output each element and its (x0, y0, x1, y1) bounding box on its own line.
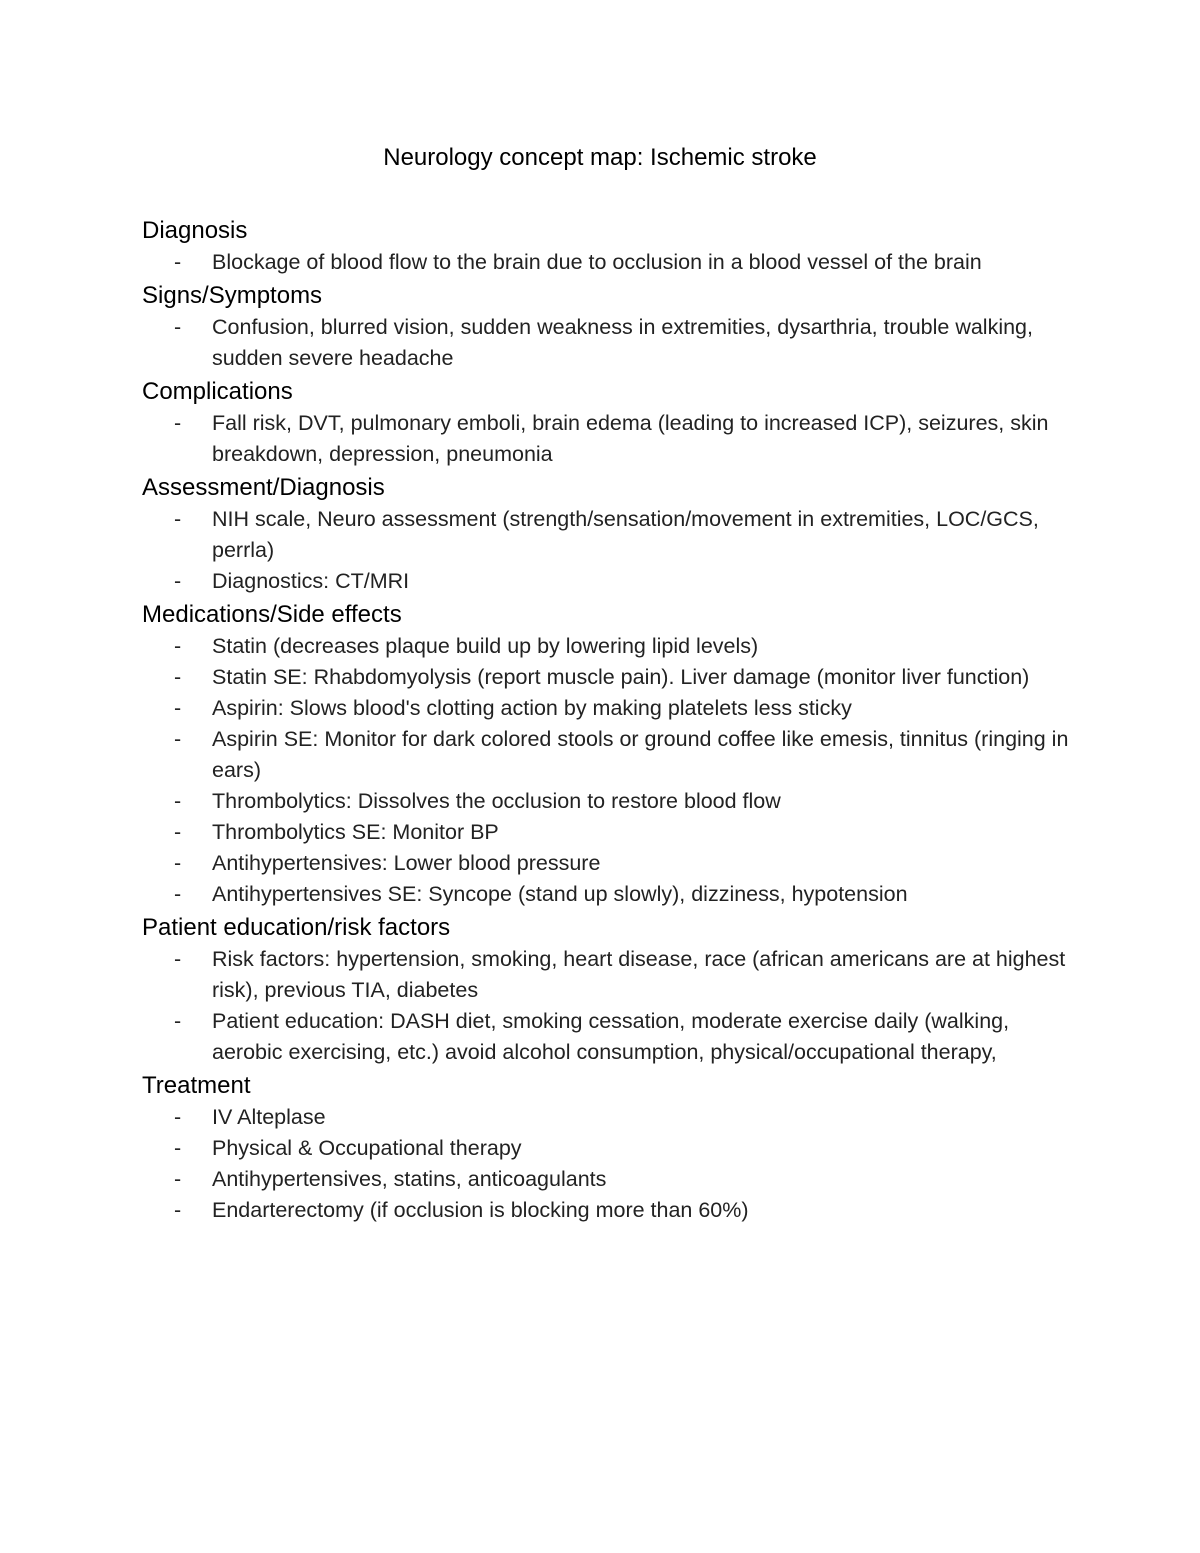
section-heading: Signs/Symptoms (142, 282, 323, 309)
bullet-dash: - (174, 665, 182, 689)
list-item-text: Physical & Occupational therapy (212, 1136, 522, 1160)
bullet-dash: - (174, 789, 182, 813)
document-body (142, 215, 1072, 1228)
bullet-dash: - (174, 634, 182, 658)
list-item-text: Thrombolytics: Dissolves the occlusion to restore blood flow (212, 789, 781, 813)
list-item (142, 1133, 1072, 1164)
bullet-dash: - (174, 727, 182, 751)
bullet-dash: - (174, 507, 182, 531)
list-item-text: NIH scale, Neuro assessment (strength/sensation/movement in extremities, LOC/GCS, perrla) (212, 507, 1039, 562)
list-item-text: Diagnostics: CT/MRI (212, 569, 410, 593)
list-item-text: Statin SE: Rhabdomyolysis (report muscle pain). Liver damage (monitor liver function) (212, 665, 1030, 689)
section-list (142, 944, 1072, 1068)
list-item (142, 408, 1072, 470)
list-item-text: Antihypertensives SE: Syncope (stand up slowly), dizziness, hypotension (212, 882, 908, 906)
list-item-text: Antihypertensives, statins, anticoagulants (212, 1167, 607, 1191)
list-item (142, 247, 1072, 278)
bullet-dash: - (174, 851, 182, 875)
list-item-text: Antihypertensives: Lower blood pressure (212, 851, 601, 875)
list-item (142, 566, 1072, 597)
list-item (142, 944, 1072, 1006)
bullet-dash: - (174, 411, 182, 435)
list-item-text: Confusion, blurred vision, sudden weakness in extremities, dysarthria, trouble walking, sudden severe headache (212, 315, 1033, 370)
list-item (142, 786, 1072, 817)
document-title: Neurology concept map: Ischemic stroke (383, 144, 817, 171)
list-item-text: Risk factors: hypertension, smoking, heart disease, race (african americans are at highest risk), previous TIA, diabetes (212, 947, 1066, 1002)
bullet-dash: - (174, 1105, 182, 1129)
bullet-dash: - (174, 250, 182, 274)
list-item (142, 312, 1072, 374)
list-item (142, 1006, 1072, 1068)
section-list (142, 1102, 1072, 1226)
list-item (142, 504, 1072, 566)
list-item-text: Patient education: DASH diet, smoking cessation, moderate exercise daily (walking, aerobic exercising, etc.) avoid alcohol consumption, physical/occupational therapy, (212, 1009, 1010, 1064)
bullet-dash: - (174, 315, 182, 339)
list-item (142, 693, 1072, 724)
section-heading: Medications/Side effects (142, 601, 402, 628)
section-list (142, 247, 1072, 278)
section-list (142, 312, 1072, 374)
list-item (142, 1164, 1072, 1195)
list-item-text: Aspirin: Slows blood's clotting action by making platelets less sticky (212, 696, 852, 720)
list-item (142, 631, 1072, 662)
list-item-text: IV Alteplase (212, 1105, 326, 1129)
list-item (142, 848, 1072, 879)
list-item-text: Aspirin SE: Monitor for dark colored stools or ground coffee like emesis, tinnitus (ringing in ears) (212, 727, 1069, 782)
list-item-text: Fall risk, DVT, pulmonary emboli, brain edema (leading to increased ICP), seizures, skin breakdown, depression, pneumonia (212, 411, 1049, 466)
bullet-dash: - (174, 569, 182, 593)
list-item (142, 1195, 1072, 1226)
bullet-dash: - (174, 947, 182, 971)
section-list (142, 631, 1072, 910)
section-heading: Diagnosis (142, 217, 248, 244)
bullet-dash: - (174, 1136, 182, 1160)
list-item-text: Thrombolytics SE: Monitor BP (212, 820, 499, 844)
bullet-dash: - (174, 696, 182, 720)
list-item-text: Statin (decreases plaque build up by lowering lipid levels) (212, 634, 759, 658)
bullet-dash: - (174, 1167, 182, 1191)
list-item-text: Endarterectomy (if occlusion is blocking more than 60%) (212, 1198, 749, 1222)
list-item (142, 724, 1072, 786)
list-item (142, 879, 1072, 910)
section-heading: Assessment/Diagnosis (142, 474, 385, 501)
section-heading: Treatment (142, 1072, 251, 1099)
section-list (142, 408, 1072, 470)
bullet-dash: - (174, 882, 182, 906)
section-heading: Complications (142, 378, 293, 405)
bullet-dash: - (174, 1198, 182, 1222)
section-list (142, 504, 1072, 597)
list-item (142, 1102, 1072, 1133)
list-item (142, 662, 1072, 693)
list-item-text: Blockage of blood flow to the brain due to occlusion in a blood vessel of the brain (212, 250, 982, 274)
section-heading: Patient education/risk factors (142, 914, 451, 941)
bullet-dash: - (174, 1009, 182, 1033)
list-item (142, 817, 1072, 848)
bullet-dash: - (174, 820, 182, 844)
